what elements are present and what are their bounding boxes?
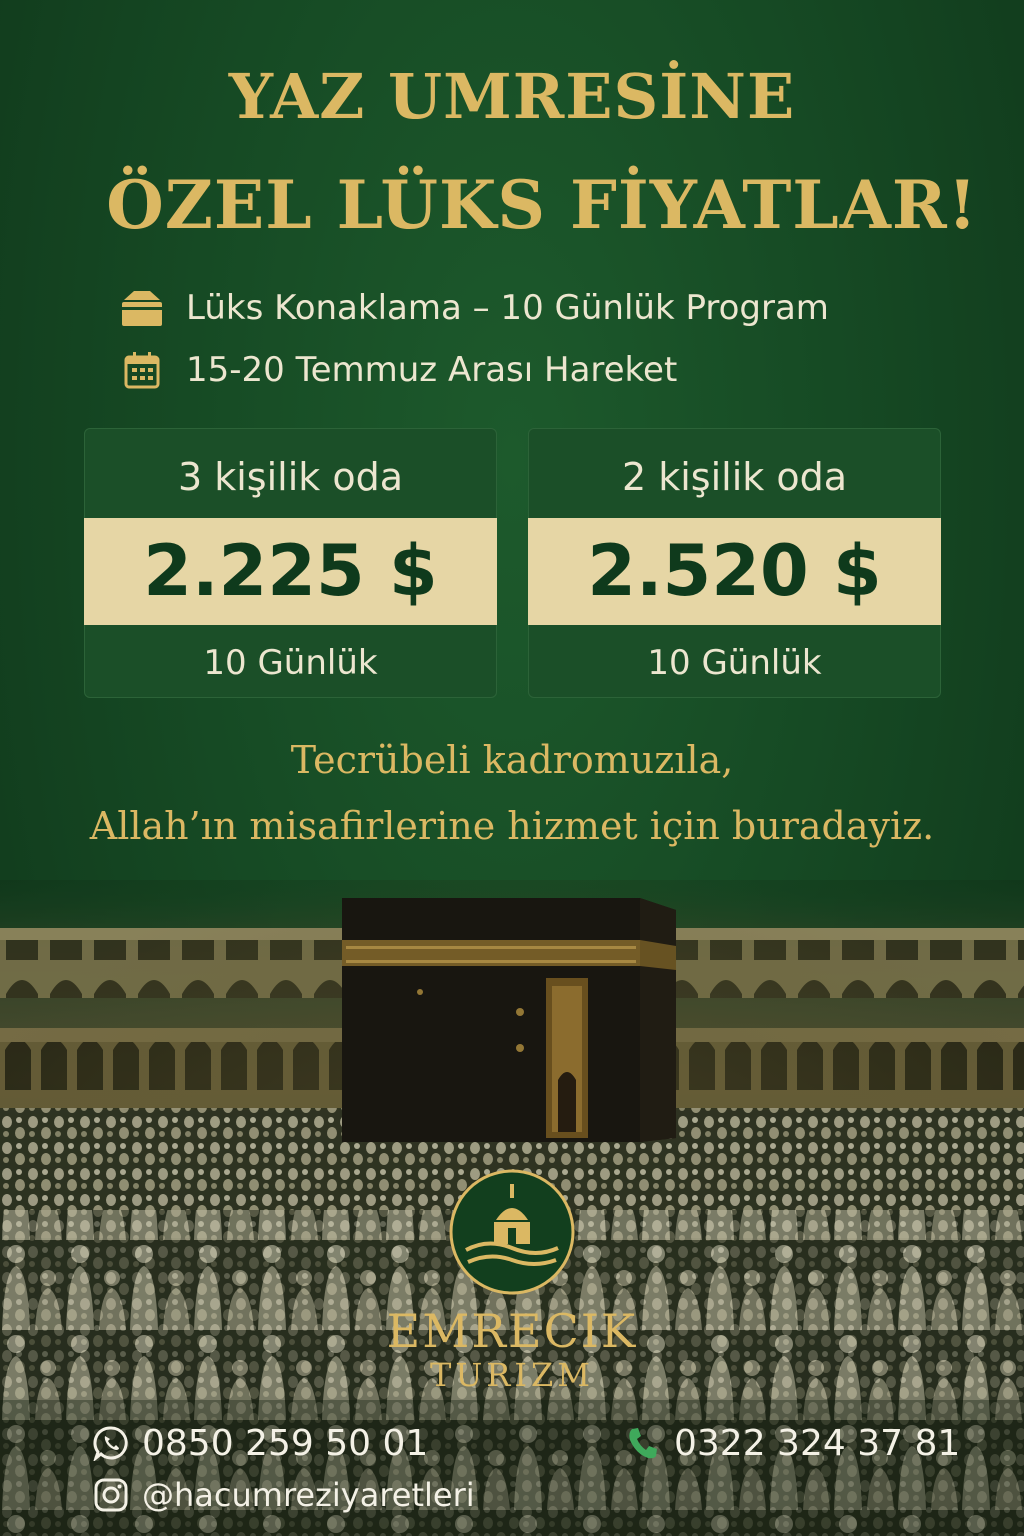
price-band [84,518,497,625]
whatsapp-contact[interactable] [92,1420,428,1466]
phone-number: 0322 324 37 81 [674,1422,961,1464]
hotel-icon [120,286,164,330]
price-band [528,518,941,625]
feature-accommodation [120,286,829,330]
feature-accommodation-text: Lüks Konaklama – 10 Günlük Program [186,288,829,328]
price-card-2-person [528,428,941,698]
room-type: 2 kişilik oda [621,455,848,499]
kaaba-dome-icon [448,1168,576,1296]
brand-name: EMRECIK [386,1304,638,1358]
phone-icon [624,1424,662,1462]
calendar-icon [120,348,164,392]
price-duration: 10 Günlük [203,643,378,683]
phone-contact[interactable] [624,1420,960,1466]
feature-departure [120,348,677,392]
instagram-icon [92,1476,130,1514]
room-type: 3 kişilik oda [177,455,404,499]
feature-departure-text: 15-20 Temmuz Arası Hareket [186,350,678,390]
slogan-line-1: Tecrübeli kadromuzıla, [290,738,734,782]
instagram-contact[interactable] [92,1472,475,1518]
instagram-handle: @hacumreziyaretleri [142,1476,475,1514]
headline-line-2: ÖZEL LÜKS FİYATLAR! [106,166,978,244]
price-amount: 2.225 $ [143,530,438,612]
whatsapp-number: 0850 259 50 01 [142,1422,429,1464]
headline-line-1: YAZ UMRESİNE [228,60,796,133]
slogan-line-2: Allah’ın misafirlerine hizmet için buradayiz. [89,804,935,848]
price-card-3-person [84,428,497,698]
whatsapp-icon [92,1424,130,1462]
price-duration: 10 Günlük [647,643,822,683]
brand-subtitle: TURIZM [429,1356,595,1394]
price-amount: 2.520 $ [587,530,882,612]
